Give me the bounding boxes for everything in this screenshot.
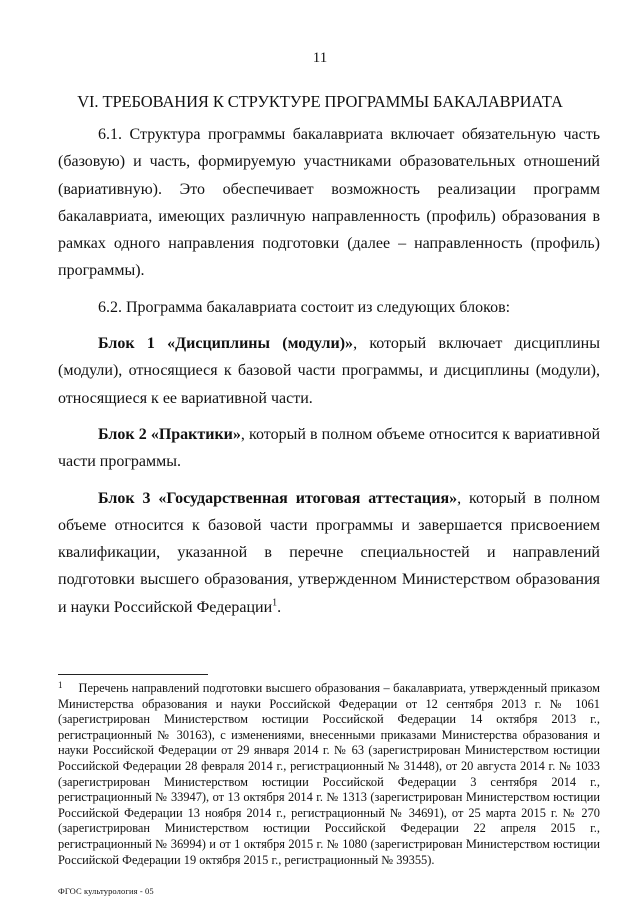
document-body xyxy=(58,121,600,621)
block-3-title: Блок 3 «Государственная итоговая аттестация» xyxy=(98,489,458,507)
paragraph-block-2 xyxy=(58,421,600,476)
paragraph-6-1: 6.1. Структура программы бакалавриата включает обязательную часть (базовую) и часть, формируемую участниками образовательных отношений (вариативную). Это обеспечивает возможность реализации программ бакалавриата, имеющих различную направленность (профиль) образования в рамках одного направления подготовки (далее – направленность (профиль) программы). xyxy=(58,126,600,280)
footnote-reference: 1 xyxy=(272,597,278,609)
section-heading: VI. ТРЕБОВАНИЯ К СТРУКТУРЕ ПРОГРАММЫ БАКАЛАВРИАТА xyxy=(77,92,563,111)
footnote-text: Перечень направлений подготовки высшего образования – бакалавриата, утвержденный приказом Министерства образования и науки Российской Федерации от 12 сентября 2013 г. № 1061 (зарегистрирован Министерством юстиции Российской Федерации 14 октября 2013 г., регистрационный № 30163), с изменениями, внесенными приказами Министерства образования и науки Российской Федерации от 29 января 2014 г. № 63 (зарегистрирован Министерством юстиции Российской Федерации 28 февраля 2014 г., регистрационный № 31448), от 20 августа 2014 г. № 1033 (зарегистрирован Министерством юстиции Российской Федерации 3 сентября 2014 г., регистрационный № 33947), от 13 октября 2014 г. № 1313 (зарегистрирован Министерством юстиции Российской Федерации 13 ноября 2014 г., регистрационный № 34691), от 25 марта 2015 г. № 270 (зарегистрирован Министерством юстиции Российской Федерации 22 апреля 2015 г., регистрационный № 36994) и от 1 октября 2015 г. № 1080 (зарегистрирован Министерством юстиции Российской Федерации 19 октября 2015 г., регистрационный № 39355). xyxy=(58,681,600,867)
block-1-title: Блок 1 «Дисциплины (модули)» xyxy=(98,335,354,353)
page-number: 11 xyxy=(312,50,328,66)
footnote-separator xyxy=(58,674,208,675)
paragraph-block-1 xyxy=(58,330,600,412)
footnote-mark: 1 xyxy=(58,680,63,690)
block-3-text: , который в полном объеме относится к базовой части программы и завершается присвоением квалификации, указанной в перечне специальностей и направлений подготовки высшего образования, утвержденном Министерством образования и науки Российской Федерации xyxy=(58,489,600,616)
paragraph-block-3 xyxy=(58,485,600,621)
page-footer: ФГОС культурология - 05 xyxy=(58,886,154,896)
block-3-end: . xyxy=(277,598,282,616)
footnote xyxy=(58,678,600,868)
block-2-title: Блок 2 «Практики» xyxy=(98,425,241,443)
block-1-text: , который включает дисциплины (модули), относящиеся к базовой части программы, и дисциплины (модули), относящиеся к ее вариативной части. xyxy=(58,335,600,407)
paragraph-6-2: 6.2. Программа бакалавриата состоит из следующих блоков: xyxy=(98,298,511,316)
block-2-text: , который в полном объеме относится к вариативной части программы. xyxy=(58,425,601,471)
